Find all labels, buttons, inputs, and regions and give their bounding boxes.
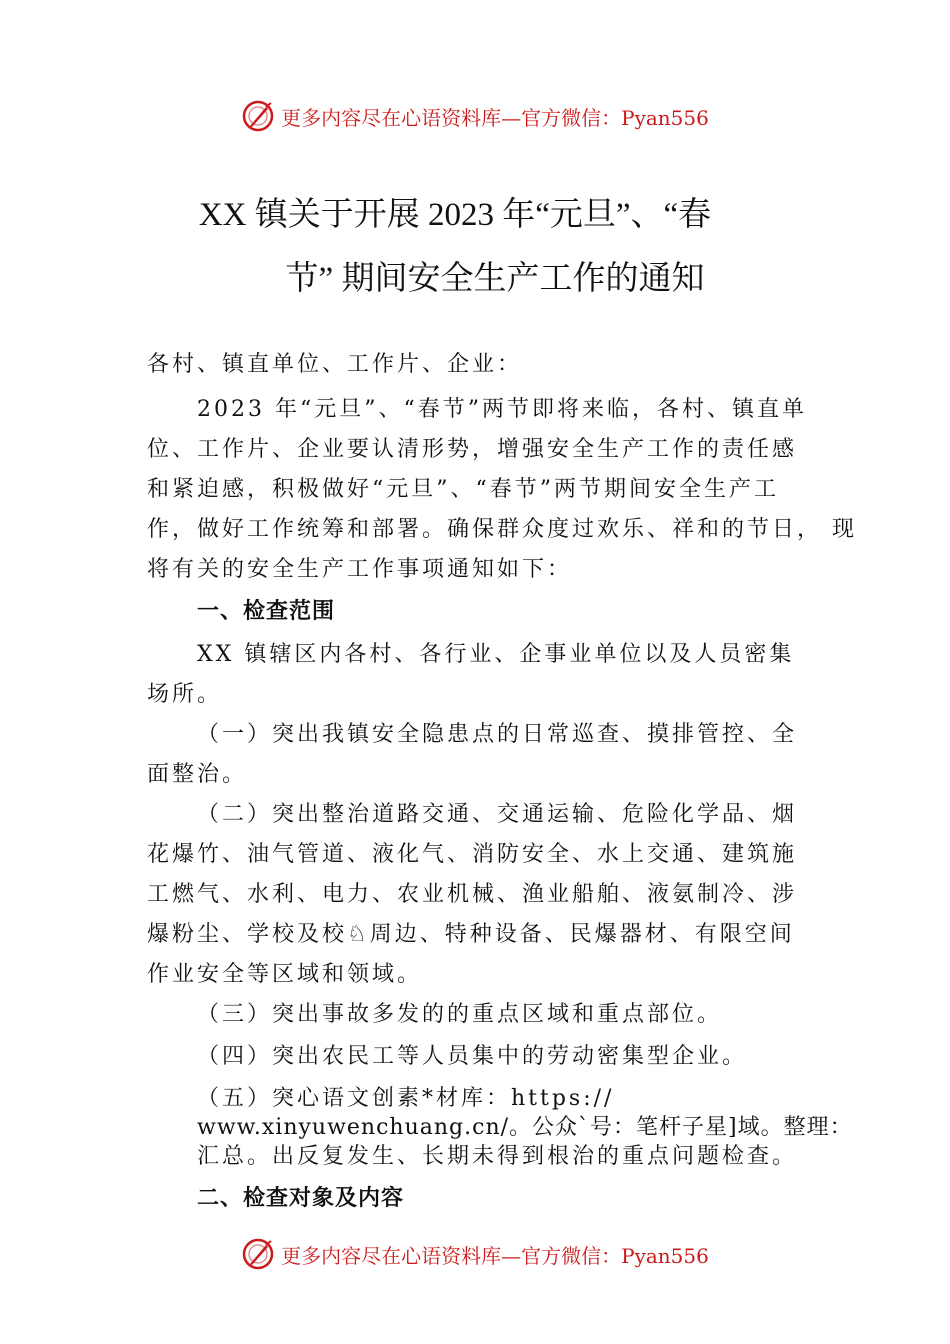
watermark-banner-top: [0, 96, 950, 136]
intro-line: 将有关的安全生产工作事项通知如下：: [147, 557, 573, 582]
item-5-line: www.xinyuwenchuang.cn/。公众`号：笔杆子星]域。整理：: [197, 1115, 853, 1140]
item-1-line: （一）突出我镇安全隐患点的日常巡查、摸排管控、全: [197, 722, 798, 747]
salutation: 各村、镇直单位、工作片、企业：: [147, 352, 523, 377]
watermark-text: 更多内容尽在心语资料库—官方微信：Pyan556: [281, 105, 709, 130]
item-2-line: 爆粉尘、学校及校♘周边、特种设备、民爆器材、有限空间: [147, 922, 795, 947]
intro-line: 作，做好工作统筹和部署。确保群众度过欢乐、祥和的节日， 现: [147, 517, 857, 542]
quill-pen-seal-icon: [241, 99, 275, 133]
item-3-line: （三）突出事故多发的的重点区域和重点部位。: [197, 1002, 723, 1027]
item-2-line: 作业安全等区域和领域。: [147, 962, 423, 987]
quill-pen-seal-icon: [241, 1237, 275, 1271]
document-title-line-1: XX 镇关于开展 2023 年“元旦”、“春: [198, 197, 712, 233]
intro-line: 和紧迫感，积极做好“元旦”、“春节”两节期间安全生产工: [147, 477, 779, 502]
scope-line: 场所。: [147, 682, 223, 707]
section-heading-inspection-scope: 一、检查范围: [197, 599, 336, 624]
document-title-line-2: 节” 期间安全生产工作的通知: [285, 261, 705, 297]
intro-line: 位、工作片、企业要认清形势，增强安全生产工作的责任感: [147, 437, 798, 462]
item-4-line: （四）突出农民工等人员集中的劳动密集型企业。: [197, 1044, 748, 1069]
section-heading-inspection-targets: 二、检查对象及内容: [197, 1186, 405, 1211]
item-1-line: 面整治。: [147, 762, 248, 787]
scope-line: XX 镇辖区内各村、各行业、企事业单位以及人员密集: [197, 642, 795, 667]
watermark-text: 更多内容尽在心语资料库—官方微信：Pyan556: [281, 1243, 709, 1268]
item-2-line: （二）突出整治道路交通、交通运输、危险化学品、烟: [197, 802, 798, 827]
item-2-line: 工燃气、水利、电力、农业机械、渔业船舶、液氨制冷、涉: [147, 882, 798, 907]
item-5-line: （五）突心语文创素*材库：https://: [197, 1086, 615, 1111]
item-2-line: 花爆竹、油气管道、液化气、消防安全、水上交通、建筑施: [147, 842, 798, 867]
item-5-line: 汇总。出反复发生、长期未得到根治的重点问题检查。: [197, 1144, 798, 1169]
watermark-banner-bottom: [0, 1234, 950, 1274]
intro-line: 2023 年“元旦”、“春节”两节即将来临，各村、镇直单: [197, 397, 807, 422]
